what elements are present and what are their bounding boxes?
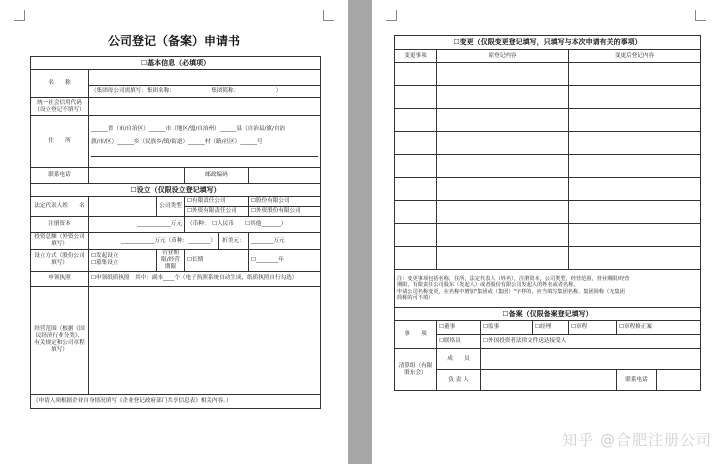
change-col-before: 原登记内容	[437, 50, 569, 63]
change-note-line: 期限，有限责任公司股东（发起人）或者股份有限公司发起人的姓名或者名称。	[397, 282, 579, 288]
change-item-cell[interactable]	[395, 178, 437, 201]
change-before-cell[interactable]	[437, 109, 569, 132]
page-corner-mark	[695, 10, 706, 21]
method-option-offering[interactable]: ☐募集设立	[91, 260, 119, 267]
page-corner-mark	[386, 10, 397, 21]
filing-option-supervisor[interactable]: ☐监事	[481, 321, 533, 335]
change-before-cell[interactable]	[437, 201, 569, 224]
usd-field[interactable]: ________万元	[249, 233, 321, 250]
change-item-cell[interactable]	[395, 86, 437, 109]
form-page-left	[0, 0, 348, 464]
change-after-cell[interactable]	[569, 132, 701, 155]
company-name-field[interactable]	[89, 70, 321, 86]
change-before-cell[interactable]	[437, 132, 569, 155]
filing-option-articles[interactable]: ☐章程	[569, 321, 617, 335]
phone-field[interactable]	[89, 168, 185, 184]
license-label: 申领执照	[31, 271, 89, 286]
table-row	[395, 178, 701, 201]
company-type-label: 公司类型	[157, 197, 185, 217]
change-after-cell[interactable]	[569, 109, 701, 132]
liquidation-phone-field[interactable]	[657, 370, 701, 391]
usd-label: 折美元：	[219, 233, 249, 250]
change-table	[394, 35, 701, 391]
postcode-label: 邮政编码	[185, 168, 249, 184]
address-extra-line	[91, 155, 318, 157]
page-corner-mark	[323, 10, 334, 21]
method-option-promotion[interactable]: ☐发起设立	[91, 253, 119, 260]
filing-option-manager[interactable]: ☐经理	[533, 321, 569, 335]
change-item-cell[interactable]	[395, 109, 437, 132]
basic-info-header: ☐基本信息（必填项）	[31, 57, 321, 70]
form-page-right	[372, 0, 720, 464]
filing-matters-label: 事 项	[395, 321, 437, 349]
address-line-2: 旗/市/区）______乡（民族乡/镇/街道）______村（路/社区）______号	[91, 138, 263, 145]
credit-code-field[interactable]	[89, 98, 321, 116]
business-scope-label: 经营范围（根据《国民经济行业分类》、有关规定和公司章程填写）	[31, 286, 89, 394]
postcode-field[interactable]	[249, 168, 321, 184]
setup-method-label: 设立方式（股份公司填写）	[31, 250, 89, 272]
table-row	[395, 63, 701, 86]
term-label: 营业期限/经营期限	[157, 250, 185, 272]
change-before-cell[interactable]	[437, 224, 569, 247]
business-scope-field[interactable]	[89, 286, 321, 394]
table-row	[395, 132, 701, 155]
capital-label: 注册资本	[31, 217, 89, 233]
liquidation-label: 清算组（有限股东会）	[395, 349, 437, 391]
company-name-label: 名 称	[31, 70, 89, 98]
filing-option-liaison[interactable]: ☐联络员	[437, 335, 481, 349]
address-field[interactable]	[89, 116, 321, 168]
change-item-cell[interactable]	[395, 155, 437, 178]
liquidation-leader-field[interactable]	[481, 370, 617, 391]
liquidation-phone-label: 联系电话	[617, 370, 657, 391]
type-option-foreign-llc[interactable]: ☐外资有限责任公司	[185, 207, 249, 217]
phone-label: 联系电话	[31, 168, 89, 184]
filing-option-legal-doc-receiver[interactable]: ☐外国投资者法律文件送达接受人	[481, 335, 701, 349]
change-after-cell[interactable]	[569, 224, 701, 247]
table-row	[395, 201, 701, 224]
form-title: 公司登记（备案）申请书	[107, 34, 240, 48]
credit-code-label: 统一社会信用代码（设立登记不填写）	[31, 98, 89, 116]
liquidation-leader-label: 负 责 人	[437, 370, 481, 391]
basic-info-table	[30, 56, 321, 409]
change-note-line: 申请公司名称变更，在名称中增加"集团或（集团）"字样的，应当填写集团名称、集团简称（无集团	[397, 288, 625, 295]
change-item-cell[interactable]	[395, 63, 437, 86]
invest-total-label: 投资总额（外资公司填写）	[31, 233, 89, 250]
liquidation-member-label: 成 员	[437, 349, 481, 370]
change-note-line: 简称的可不填）	[397, 295, 434, 301]
change-before-cell[interactable]	[437, 63, 569, 86]
change-item-cell[interactable]	[395, 132, 437, 155]
change-col-after: 变更后登记内容	[569, 50, 701, 63]
capital-field[interactable]: ____________万元	[89, 217, 185, 233]
change-after-cell[interactable]	[569, 247, 701, 270]
scope-note: （申请人须根据企业自身情况填写《企业登记政府部门共享信息表》相关内容。）	[31, 394, 321, 408]
change-before-cell[interactable]	[437, 178, 569, 201]
term-option-long[interactable]: ☐长期	[185, 250, 249, 272]
setup-method-options[interactable]	[89, 250, 157, 272]
change-after-cell[interactable]	[569, 86, 701, 109]
table-row	[395, 155, 701, 178]
type-option-foreign-joint-stock[interactable]: ☐外资股份有限公司	[249, 207, 321, 217]
change-after-cell[interactable]	[569, 201, 701, 224]
type-option-joint-stock[interactable]: ☐股份有限公司	[249, 197, 321, 207]
change-header: ☐变更（仅限变更登记填写，只填写与本次申请有关的事项）	[395, 36, 701, 50]
capital-currency[interactable]: （币种： ☐人民币 ☐其他_______）	[185, 217, 321, 233]
change-item-cell[interactable]	[395, 247, 437, 270]
legal-rep-field[interactable]	[89, 197, 157, 217]
invest-total-field[interactable]: ____________万元（币种：________）	[89, 233, 219, 250]
change-item-cell[interactable]	[395, 201, 437, 224]
zhihu-watermark: 知乎 @合肥注册公司	[562, 431, 712, 449]
change-note	[395, 270, 701, 308]
change-after-cell[interactable]	[569, 155, 701, 178]
group-name-line[interactable]: （集团母公司需填写：集团名称： 集团简称： ）	[89, 86, 321, 98]
change-after-cell[interactable]	[569, 63, 701, 86]
table-row	[395, 247, 701, 270]
address-label: 住 所	[31, 116, 89, 168]
address-line-1: ______省（市/自治区）______市（地区/盟/自治州）______县（自治县/旗/自治	[91, 125, 286, 132]
table-row	[395, 86, 701, 109]
change-before-cell[interactable]	[437, 155, 569, 178]
legal-rep-label: 法定代表人姓 名	[31, 197, 89, 217]
filing-option-amendment[interactable]: ☐章程修正案	[617, 321, 701, 335]
filing-header: ☐备案（仅限备案登记填写）	[395, 308, 701, 321]
term-option-years[interactable]: ☐________年	[249, 250, 321, 272]
type-option-llc[interactable]: ☐有限责任公司	[185, 197, 249, 207]
change-note-line: 注：变更事项包括名称，住所，法定代表人（姓名），注册资本，公司类型，经营范围，营业期限/经营	[397, 275, 630, 282]
page-corner-mark	[14, 10, 25, 21]
change-item-cell[interactable]	[395, 224, 437, 247]
liquidation-member-field[interactable]	[481, 349, 701, 370]
change-col-item: 变更事项	[395, 50, 437, 63]
table-row	[395, 224, 701, 247]
change-before-cell[interactable]	[437, 247, 569, 270]
filing-option-director[interactable]: ☐董事	[437, 321, 481, 335]
license-field[interactable]: ☐申领纸质执照 其中：副本____个（电子执照系统自动生成，纸质执照自行勾选）	[89, 271, 321, 286]
setup-header: ☐设立（仅限设立登记填写）	[31, 184, 321, 197]
change-after-cell[interactable]	[569, 178, 701, 201]
change-before-cell[interactable]	[437, 86, 569, 109]
table-row	[395, 109, 701, 132]
